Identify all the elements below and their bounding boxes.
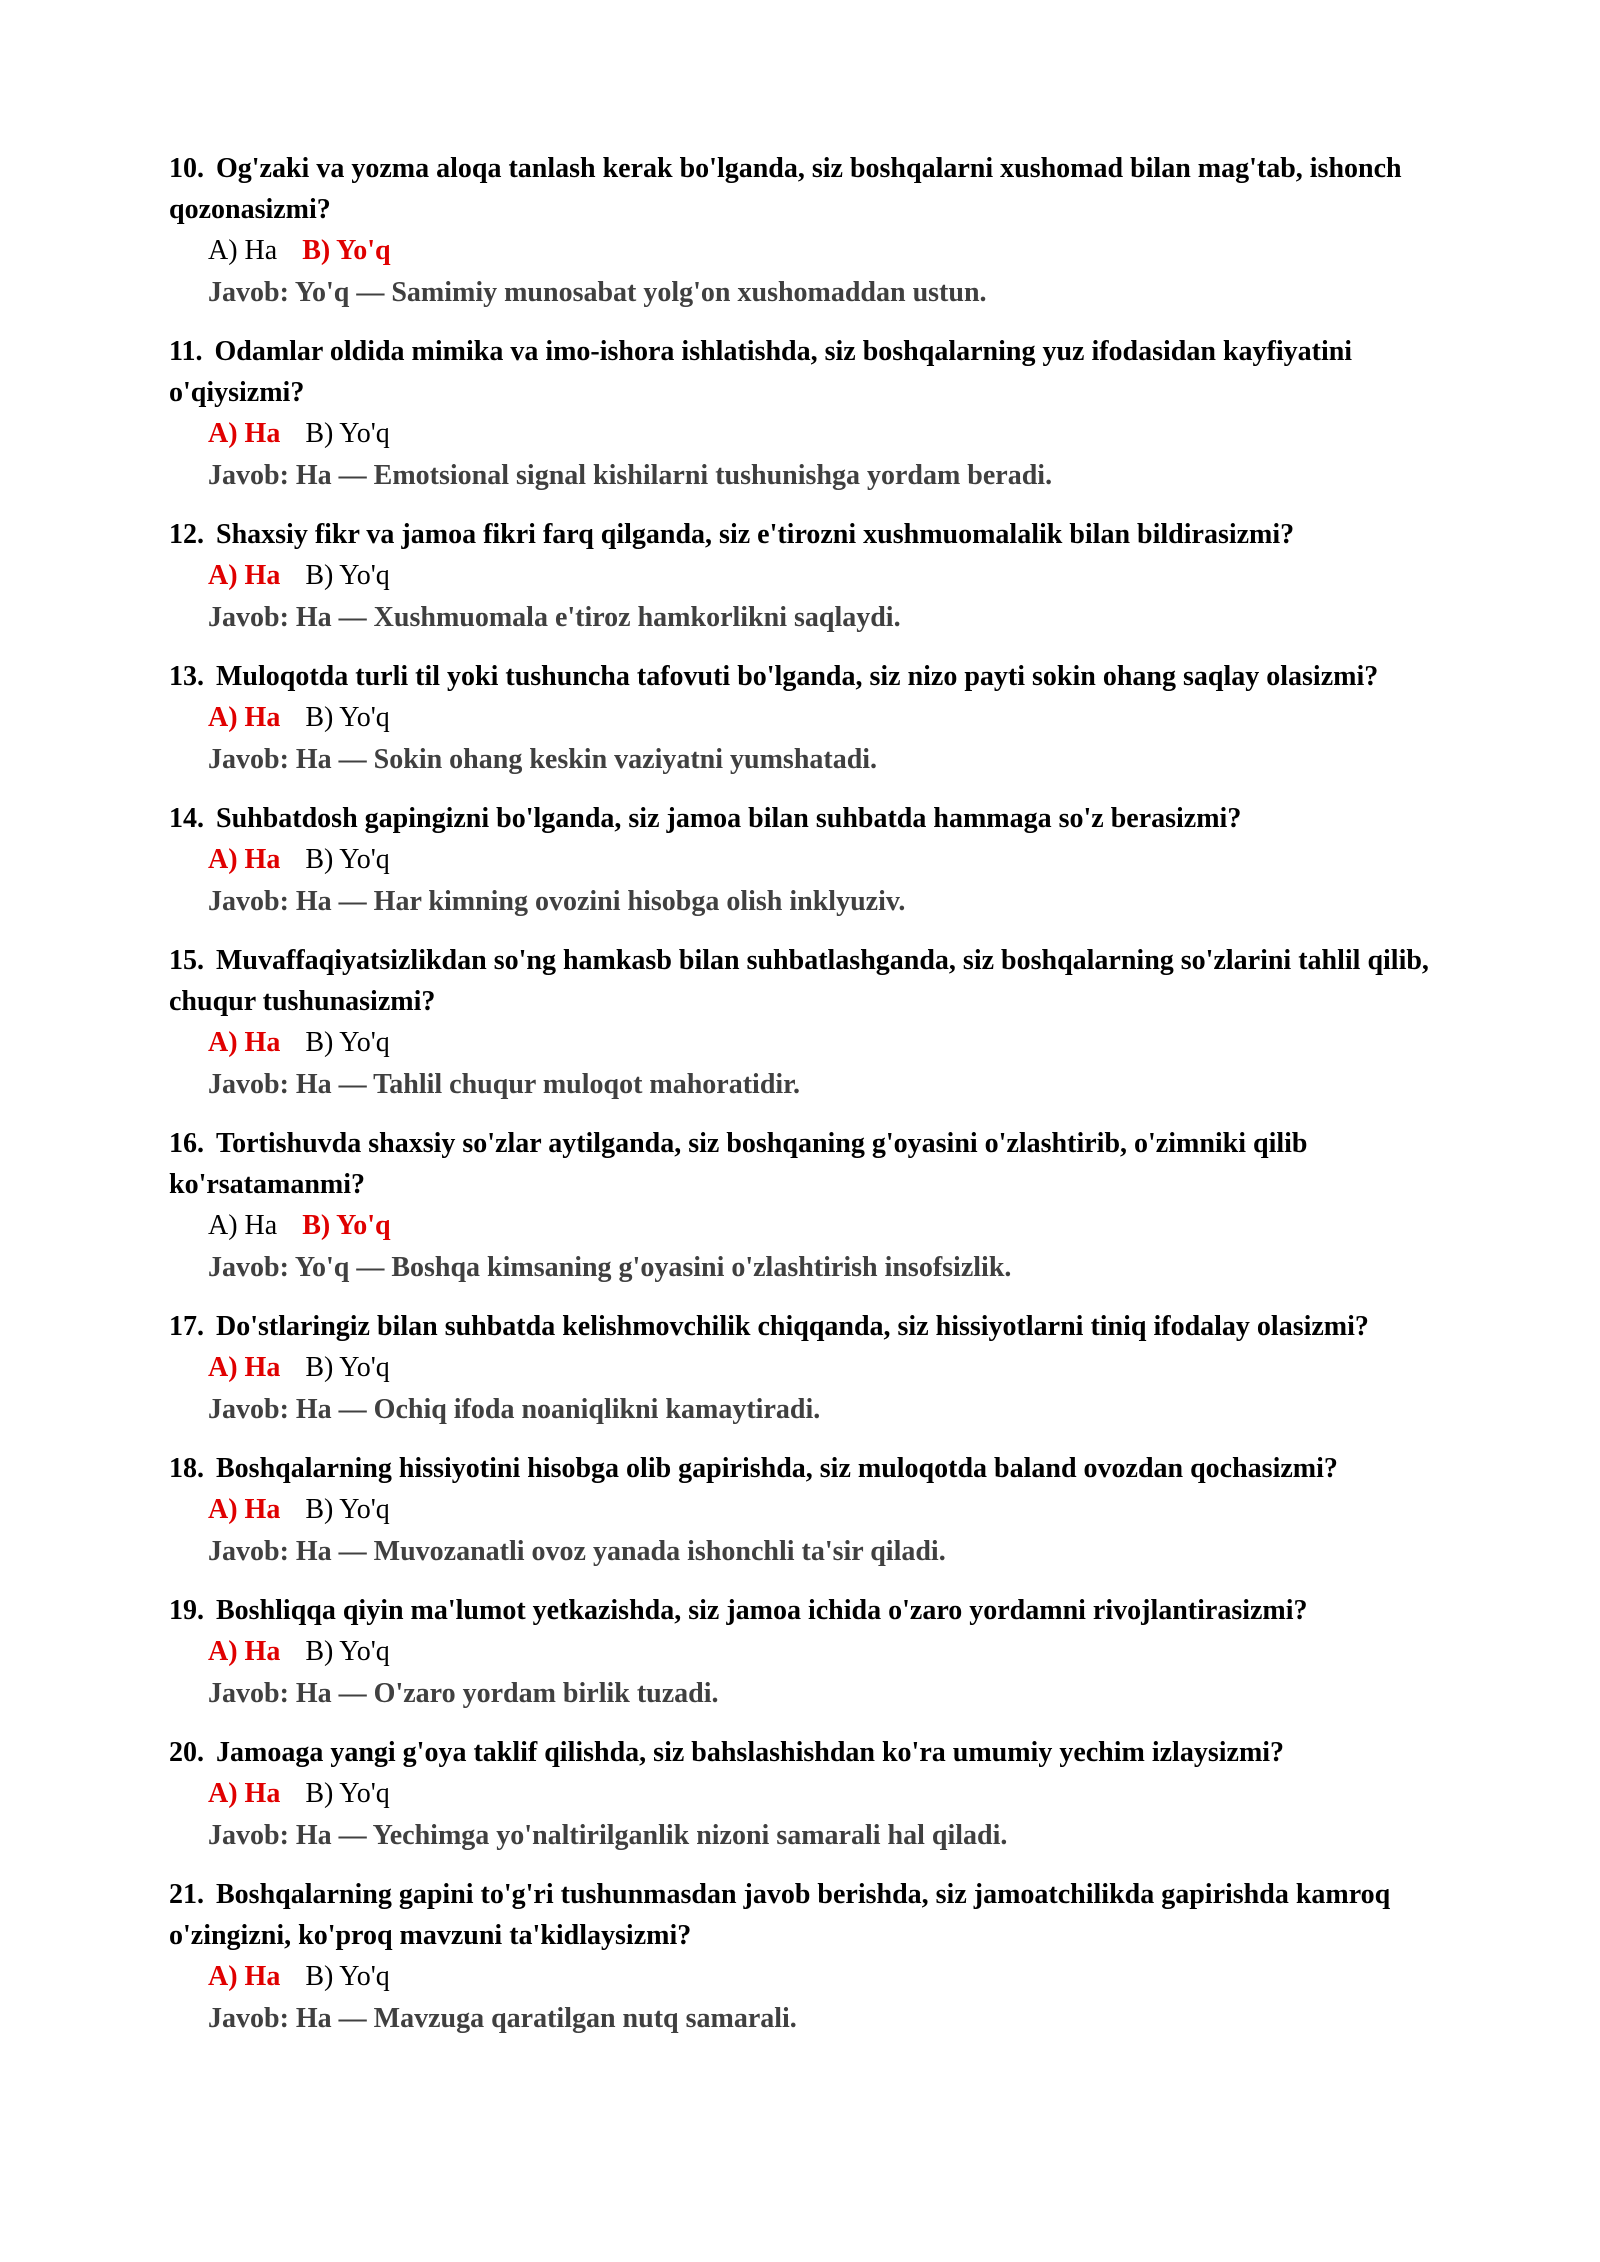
options (208, 555, 1469, 597)
options (208, 1205, 1469, 1247)
option-a: A) Ha (208, 1494, 281, 1525)
question-body: Og'zaki va yozma aloqa tanlash kerak bo'lganda, siz boshqalarni xushomad bilan mag'tab, ishonch qozonasizmi? (169, 153, 1402, 225)
question-14 (169, 798, 1469, 923)
question-number: 17. (169, 1311, 204, 1342)
option-a: A) Ha (208, 844, 281, 875)
option-b: B) Yo'q (305, 418, 390, 449)
question-body: Jamoaga yangi g'oya taklif qilishda, siz bahslashishdan ko'ra umumiy yechim izlaysizmi? (216, 1737, 1285, 1768)
document-page (169, 148, 1469, 2057)
question-body: Muloqotda turli til yoki tushuncha tafovuti bo'lganda, siz nizo payti sokin ohang saqlay olasizmi? (216, 661, 1379, 692)
question-body: Muvaffaqiyatsizlikdan so'ng hamkasb bilan suhbatlashganda, siz boshqalarning so'zlarini tahlil qilib, chuqur tushunasizmi? (169, 945, 1429, 1017)
question-text (169, 1448, 1469, 1489)
options (208, 1773, 1469, 1815)
question-text (169, 656, 1469, 697)
options (208, 413, 1469, 455)
question-number: 14. (169, 803, 204, 834)
question-number: 10. (169, 153, 204, 184)
question-body: Do'stlaringiz bilan suhbatda kelishmovchilik chiqqanda, siz hissiyotlarni tiniq ifodalay olasizmi? (216, 1311, 1369, 1342)
question-number: 18. (169, 1453, 204, 1484)
option-a: A) Ha (208, 1961, 281, 1992)
question-text (169, 1306, 1469, 1347)
answer-explanation: Javob: Ha — Emotsional signal kishilarni tushunishga yordam beradi. (208, 460, 1053, 491)
option-a: A) Ha (208, 1210, 278, 1241)
options (208, 1022, 1469, 1064)
question-text (169, 940, 1469, 1022)
question-number: 12. (169, 519, 204, 550)
question-body: Suhbatdosh gapingizni bo'lganda, siz jamoa bilan suhbatda hammaga so'z berasizmi? (216, 803, 1242, 834)
answer-explanation: Javob: Yo'q — Samimiy munosabat yolg'on xushomaddan ustun. (208, 277, 987, 308)
question-12 (169, 514, 1469, 639)
option-a: A) Ha (208, 702, 281, 733)
question-body: Shaxsiy fikr va jamoa fikri farq qilganda, siz e'tirozni xushmuomalalik bilan bildirasizmi? (216, 519, 1295, 550)
options (208, 1489, 1469, 1531)
question-text (169, 798, 1469, 839)
option-b: B) Yo'q (305, 1027, 390, 1058)
answer-explanation: Javob: Ha — Mavzuga qaratilgan nutq samarali. (208, 2003, 797, 2034)
options (208, 839, 1469, 881)
option-b: B) Yo'q (305, 1494, 390, 1525)
answer-explanation: Javob: Ha — Ochiq ifoda noaniqlikni kamaytiradi. (208, 1394, 821, 1425)
question-number: 19. (169, 1595, 204, 1626)
question-number: 11. (169, 336, 203, 367)
option-b: B) Yo'q (305, 1778, 390, 1809)
question-number: 15. (169, 945, 204, 976)
option-b: B) Yo'q (305, 702, 390, 733)
question-17 (169, 1306, 1469, 1431)
question-text (169, 1874, 1469, 1956)
options (208, 1956, 1469, 1998)
option-a: A) Ha (208, 560, 281, 591)
answer-explanation: Javob: Ha — Sokin ohang keskin vaziyatni yumshatadi. (208, 744, 878, 775)
options (208, 1347, 1469, 1389)
question-body: Boshliqqa qiyin ma'lumot yetkazishda, siz jamoa ichida o'zaro yordamni rivojlantirasizmi? (216, 1595, 1308, 1626)
option-b: B) Yo'q (305, 1352, 390, 1383)
question-text (169, 331, 1469, 413)
option-b: B) Yo'q (305, 560, 390, 591)
option-a: A) Ha (208, 418, 281, 449)
question-body: Boshqalarning gapini to'g'ri tushunmasdan javob berishda, siz jamoatchilikda gapirishda kamroq o'zingizni, ko'proq mavzuni ta'kidlaysizmi? (169, 1879, 1391, 1951)
answer-explanation: Javob: Ha — Har kimning ovozini hisobga olish inklyuziv. (208, 886, 906, 917)
answer-explanation: Javob: Ha — Yechimga yo'naltirilganlik nizoni samarali hal qiladi. (208, 1820, 1008, 1851)
answer-explanation: Javob: Yo'q — Boshqa kimsaning g'oyasini o'zlashtirish insofsizlik. (208, 1252, 1012, 1283)
question-number: 16. (169, 1128, 204, 1159)
question-10 (169, 148, 1469, 314)
answer-explanation: Javob: Ha — Muvozanatli ovoz yanada ishonchli ta'sir qiladi. (208, 1536, 946, 1567)
answer-explanation: Javob: Ha — Tahlil chuqur muloqot mahoratidir. (208, 1069, 801, 1100)
options (208, 230, 1469, 272)
question-text (169, 514, 1469, 555)
option-b: B) Yo'q (302, 235, 391, 266)
question-body: Odamlar oldida mimika va imo-ishora ishlatishda, siz boshqalarning yuz ifodasidan kayfiyatini o'qiysizmi? (169, 336, 1353, 408)
question-number: 21. (169, 1879, 204, 1910)
option-a: A) Ha (208, 235, 278, 266)
question-11 (169, 331, 1469, 497)
question-13 (169, 656, 1469, 781)
question-text (169, 148, 1469, 230)
option-a: A) Ha (208, 1352, 281, 1383)
question-text (169, 1590, 1469, 1631)
question-21 (169, 1874, 1469, 2040)
option-b: B) Yo'q (305, 1636, 390, 1667)
option-b: B) Yo'q (305, 844, 390, 875)
options (208, 1631, 1469, 1673)
answer-explanation: Javob: Ha — O'zaro yordam birlik tuzadi. (208, 1678, 719, 1709)
option-b: B) Yo'q (305, 1961, 390, 1992)
answer-explanation: Javob: Ha — Xushmuomala e'tiroz hamkorlikni saqlaydi. (208, 602, 901, 633)
question-15 (169, 940, 1469, 1106)
options (208, 697, 1469, 739)
question-number: 20. (169, 1737, 204, 1768)
question-body: Boshqalarning hissiyotini hisobga olib gapirishda, siz muloqotda baland ovozdan qochasizmi? (216, 1453, 1338, 1484)
question-18 (169, 1448, 1469, 1573)
question-20 (169, 1732, 1469, 1857)
question-16 (169, 1123, 1469, 1289)
option-a: A) Ha (208, 1636, 281, 1667)
question-text (169, 1123, 1469, 1205)
question-text (169, 1732, 1469, 1773)
question-19 (169, 1590, 1469, 1715)
option-b: B) Yo'q (302, 1210, 391, 1241)
question-body: Tortishuvda shaxsiy so'zlar aytilganda, siz boshqaning g'oyasini o'zlashtirib, o'zimniki qilib ko'rsatamanmi? (169, 1128, 1308, 1200)
option-a: A) Ha (208, 1778, 281, 1809)
option-a: A) Ha (208, 1027, 281, 1058)
question-number: 13. (169, 661, 204, 692)
